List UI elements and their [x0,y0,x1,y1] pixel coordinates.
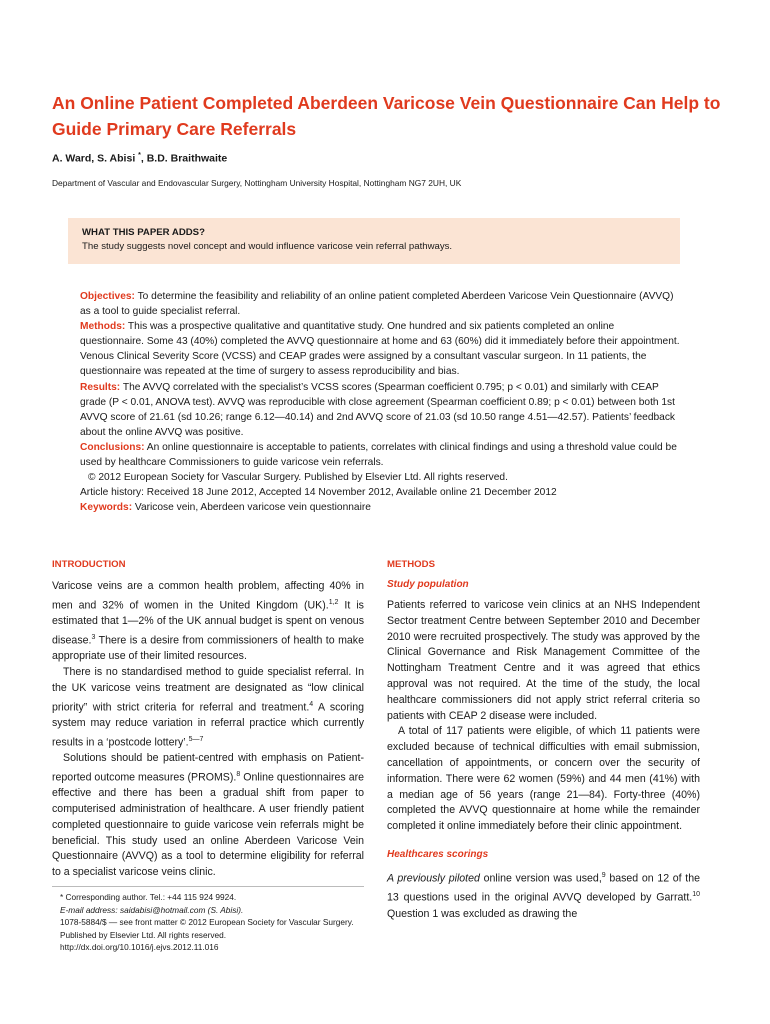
citation-ref[interactable]: 3 [91,633,96,641]
intro-p2-text-a: There is no standardised method to guide specialist referral. In the UK varicose veins treatment are designated as “low clinical priority” with strict criteria for referral and treatment. [52,666,364,714]
left-column [52,559,364,881]
paper-adds-heading: WHAT THIS PAPER ADDS? [82,227,205,238]
citation-ref[interactable]: 9 [601,871,606,879]
intro-p3-text-b: Online questionnaires are effective and there has been a gradual shift from paper to computerised administration of healthcare. A user friendly patient completed questionnaire to guide varicose vein referrals might be beneficial. This study used an online Aberdeen Varicose Vein Questionnaire (AVVQ) as a tool to determine eligibility for referral to a specialist varicose veins clinic. [52,771,365,879]
introduction-heading: INTRODUCTION [52,559,126,570]
methods-p3-italic: A previously piloted [387,872,480,885]
footnote-divider [52,886,364,887]
issn-note: 1078-5884/$ — see front matter © 2012 European Society for Vascular Surgery. Published by Elsevier Ltd. All rights reserved. [60,917,354,940]
intro-p1-text-a: Varicose veins are a common health problem, affecting 40% in men and 32% of women in the United Kingdom (UK). [52,580,364,612]
corresponding-author-note: * Corresponding author. Tel.: +44 115 924 9924. [60,892,237,902]
keywords-text: Varicose vein, Aberdeen varicose vein questionnaire [132,502,371,514]
doi-link[interactable]: http://dx.doi.org/10.1016/j.ejvs.2012.11.016 [60,942,219,952]
author-list [52,152,227,165]
section-spacer [387,835,700,849]
email-note[interactable]: E-mail address: saidabisi@hotmail.com (S. Abisi). [60,904,244,915]
introduction-paragraph-1 [52,579,364,665]
citation-ref[interactable]: 1,2 [328,598,339,606]
abstract-methods-2: Venous Clinical Severity Score (VCSS) and CEAP grades were assigned by a consultant vascular surgeon. In 11 patients, the questionnaire was repeated at the time of surgery to assess reproducibility and bias. [80,351,647,378]
methods-p3-text-b: based on 12 of the 13 questions used in the original AVVQ developed by Garratt. [387,872,700,904]
methods-text: This was a prospective qualitative and quantitative study. One hundred and six patients completed an online questionnaire. Some 43 (40%) completed the AVVQ questionnaire at home and 63 (60%) did it immediately before their appointment. [80,321,680,348]
keywords-label: Keywords: [80,502,133,514]
copyright-line: © 2012 European Society for Vascular Surgery. Published by Elsevier Ltd. All rights reserved. [88,472,508,484]
citation-ref[interactable]: 4 [309,700,314,708]
abstract [80,289,680,515]
intro-p1-text-c: There is a desire from commissioners of health to make appropriate use of their limited resources. [52,634,364,663]
objectives-label: Objectives: [80,291,135,302]
methods-paragraph-3 [387,868,700,922]
results-label: Results: [80,381,121,393]
intro-p3-text-a: Solutions should be patient-centred with emphasis on Patient-reported outcome measures (PROMS). [52,752,364,784]
study-population-heading: Study population [387,579,469,590]
abstract-conclusions [80,440,680,470]
introduction-paragraph-2 [52,665,364,751]
authors-part-2: , B.D. Braithwaite [140,152,228,165]
corresponding-author-mark[interactable]: * [138,152,141,159]
paper-adds-text: The study suggests novel concept and would influence varicose vein referral pathways. [82,241,453,252]
paper-title: An Online Patient Completed Aberdeen Varicose Vein Questionnaire Can Help to Guide Primary Care Referrals [52,93,721,139]
methods-p3-text-a: online version was used, [479,872,602,885]
footnotes [52,891,364,954]
intro-p2-text-b: A scoring system may reduce variation in referral practice which currently results in a ‘postcode lottery’. [52,701,364,749]
results-text: The AVVQ correlated with the specialist’s VCSS scores (Spearman coefficient 0.795; p < 0.01) and similarly with CEAP grade (P < 0.01, ANOVA test). AVVQ was reproducible with close agreement (Spearman coefficient 0.89; p < 0.01) between both 1st AVVQ score of 21.61 (sd 10.26; range 6.12—40.14) and 2nd AVVQ score of 21.03 (sd 10.50 range 4.51—42.57). Patients’ feedback about the online AVVQ was positive. [80,381,676,438]
methods-p3-text-c: Question 1 was excluded as drawing the [387,907,578,920]
authors-part-1: A. Ward, S. Abisi [52,152,139,165]
right-column [387,559,700,922]
citation-ref[interactable]: 10 [692,891,700,899]
objectives-text: To determine the feasibility and reliability of an online patient completed Aberdeen Varicose Vein Questionnaire (AVVQ) as a tool to guide specialist referral. [80,291,674,318]
citation-ref[interactable]: 8 [236,770,241,778]
methods-heading: METHODS [387,559,435,570]
methods-paragraph-1: Patients referred to varicose vein clinics at an NHS Independent Sector treatment Centre between September 2010 and December 2010 were recruited prospectively. The study was approved by the Clinical Governance and Risk Management Committee of the Nottingham Treatment Centre and it was agreed that ethics approval was not required. At the time of the study, the local healthcare commissioners did not apply strict referral criteria so patients with CEAP 2 disease were included. [387,599,700,722]
abstract-keywords [80,500,680,515]
introduction-paragraph-3 [52,751,364,881]
abstract-results [80,380,680,440]
affiliation: Department of Vascular and Endovascular Surgery, Nottingham University Hospital, Nottingham NG7 2UH, UK [52,178,462,188]
abstract-objectives [80,289,680,319]
methods-paragraph-2: A total of 117 patients were eligible, of which 11 patients were excluded because of technical difficulties with email submission, cancellation of appointments, or concern over the security of information. There were 62 women (59%) and 44 men (41%) with a median age of 56 years (range 21—84). Forty-three (40%) completed the AVVQ questionnaire at home while the remainder completed it online immediately before their clinic appointment. [387,725,700,833]
conclusions-text: An online questionnaire is acceptable to patients, correlates with clinical findings and using a threshold value could be used by healthcare Commissioners to guide varicose vein referrals. [80,441,677,469]
citation-ref[interactable]: 5—7 [188,735,204,743]
healthcares-scorings-heading: Healthcares scorings [387,848,489,860]
conclusions-label: Conclusions: [80,441,145,453]
what-this-paper-adds-box [68,218,680,264]
methods-label: Methods: [80,321,126,333]
abstract-methods [80,319,680,349]
intro-p1-text-b: It is estimated that 1—2% of the UK annual budget is spent on venous disease. [52,599,364,647]
article-history: Article history: Received 18 June 2012, Accepted 14 November 2012, Available online 21 December 2012 [80,487,557,499]
